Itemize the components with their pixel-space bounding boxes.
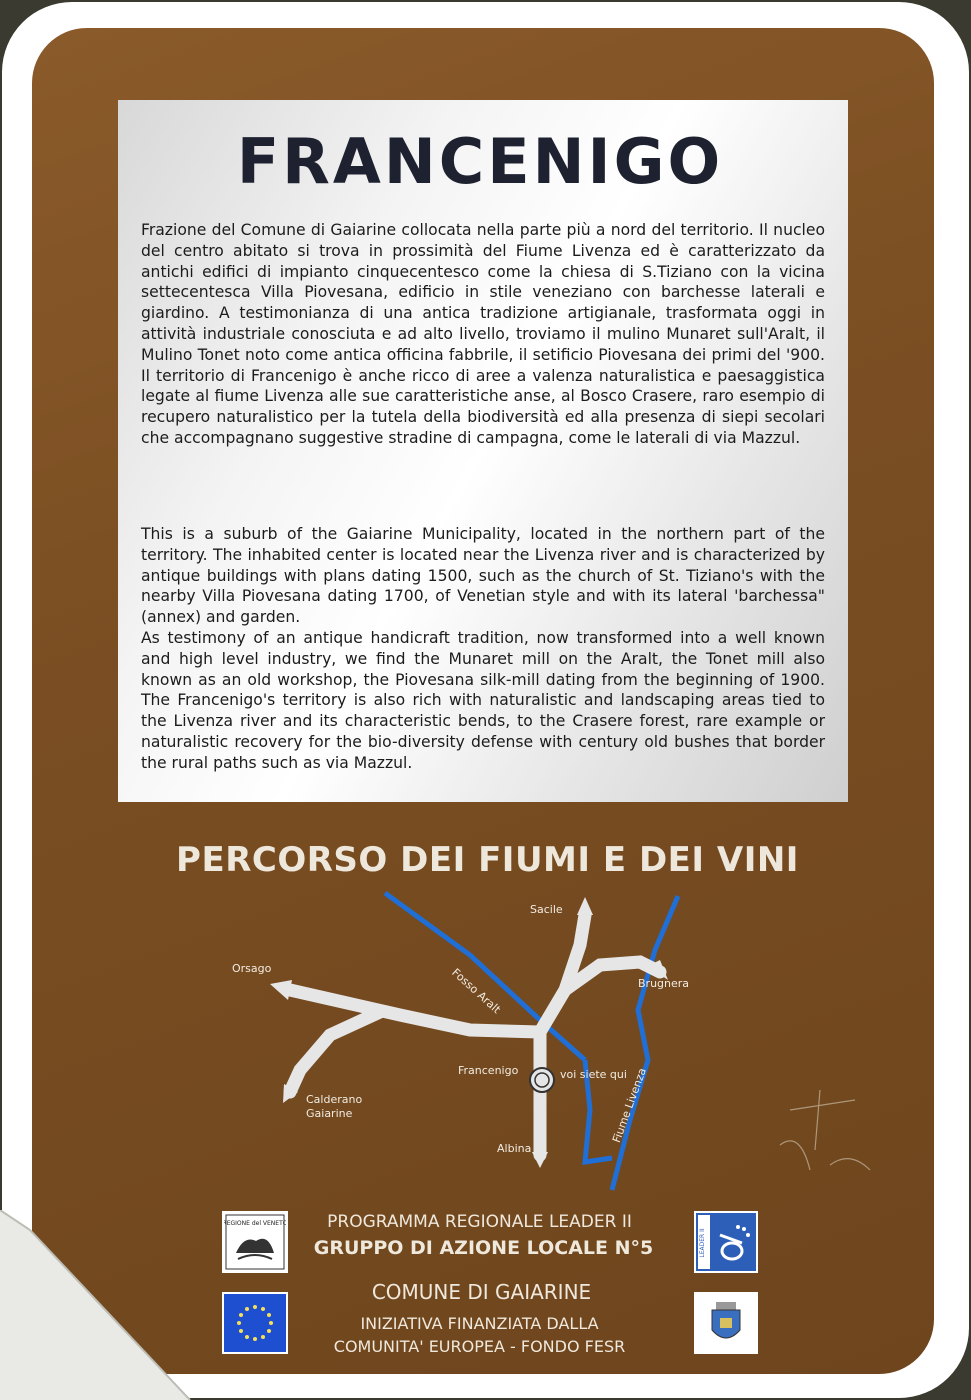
label-francenigo: Francenigo xyxy=(458,1064,519,1077)
fiume-livenza-river xyxy=(612,896,678,1190)
footer-funding-1: INIZIATIVA FINANZIATA DALLA xyxy=(360,1314,599,1333)
label-sacile: Sacile xyxy=(530,903,563,916)
arrow-sacile xyxy=(577,897,593,915)
graffiti-scratch xyxy=(760,1070,890,1200)
leader-logo-text: LEADER II xyxy=(699,1228,706,1258)
you-are-here-marker xyxy=(530,1068,554,1092)
label-albina: Albina xyxy=(497,1142,532,1155)
road-calderano xyxy=(290,1012,380,1092)
road-orsago xyxy=(290,990,540,1032)
label-brugnera: Brugnera xyxy=(638,977,690,990)
footer-group: GRUPPO DI AZIONE LOCALE N°5 xyxy=(313,1237,654,1259)
sign-title: FRANCENIGO xyxy=(236,125,724,198)
description-italian: Frazione del Comune di Gaiarine collocata nella parte più a nord del territorio. Il nucleo del centro abitato si trova in prossimità del Fiume Livenza ed è caratterizzato da antichi edifici di impianto cinquecentesco come la chiesa di S.Tiziano con la vicina settecentesca Villa Piovesana, edificio in stile veneziano con barchesse laterali e giardino. A testimonianza di una antica tradizione artigianale, trasformata oggi in attività industriale conosciuta e ad alto livello, troviamo il mulino Munaret sull'Aralt, il Mulino Tonet noto come antica officina fabbrile, il setificio Piovesana dei primi del '900. Il territorio di Francenigo è anche ricco di aree a valenza naturalistica e paesaggistica legate al fiume Livenza alle sue caratteristiche anse, al Bosco Crasere, raro esempio di recupero naturalistico per la tutela della biodiversità ed alla presenza di siepi secolari che accompagnano suggestive stradine di campagna, come le laterali di via Mazzul. xyxy=(141,221,825,447)
label-calderano: Calderano xyxy=(306,1093,363,1106)
description-english-1: This is a suburb of the Gaiarine Municipality, located in the northern part of the territory. The inhabited center is located near the Livenza river and is characterized by antique buildings with plans dating 1500, such as the church of St. Tiziano's with the nearby Villa Piovesana dating 1700, of Venetian style and with its lateral 'barchessa" (annex) and garden. xyxy=(141,525,825,627)
regione-logo-text: REGIONE del VENETO xyxy=(224,1220,286,1227)
arrow-albina xyxy=(532,1152,548,1168)
label-orsago: Orsago xyxy=(232,962,272,975)
footer-funding-2: COMUNITA' EUROPEA - FONDO FESR xyxy=(333,1337,626,1356)
label-gaiarine: Gaiarine xyxy=(306,1107,353,1120)
footer-municipality: COMUNE DI GAIARINE xyxy=(371,1280,592,1304)
route-title: PERCORSO DEI FIUMI E DEI VINI xyxy=(176,840,799,880)
arrow-orsago xyxy=(270,980,292,1000)
label-fosso-aralt: Fosso Aralt xyxy=(449,966,503,1017)
peeled-corner xyxy=(0,1210,200,1400)
label-you-are-here: voi siete qui xyxy=(560,1068,627,1081)
label-fiume-livenza: Fiume Livenza xyxy=(610,1066,650,1145)
description-english-2: As testimony of an antique handicraft tradition, now transformed into a well known and high level industry, we find the Munaret mill on the Aralt, the Tonet mill also known as an old workshop, the Piovesana silk-mill dating from the beginning of 1900. The Francenigo's territory is also rich with naturalistic and landscaping areas tied to the Livenza river and its characteristic bends, to the Crasere forest, rare example or naturalistic recovery for the bio-diversity defense with century old bushes that border the rural paths such as via Mazzul. xyxy=(141,629,825,772)
footer-programme: PROGRAMMA REGIONALE LEADER II xyxy=(327,1212,632,1232)
